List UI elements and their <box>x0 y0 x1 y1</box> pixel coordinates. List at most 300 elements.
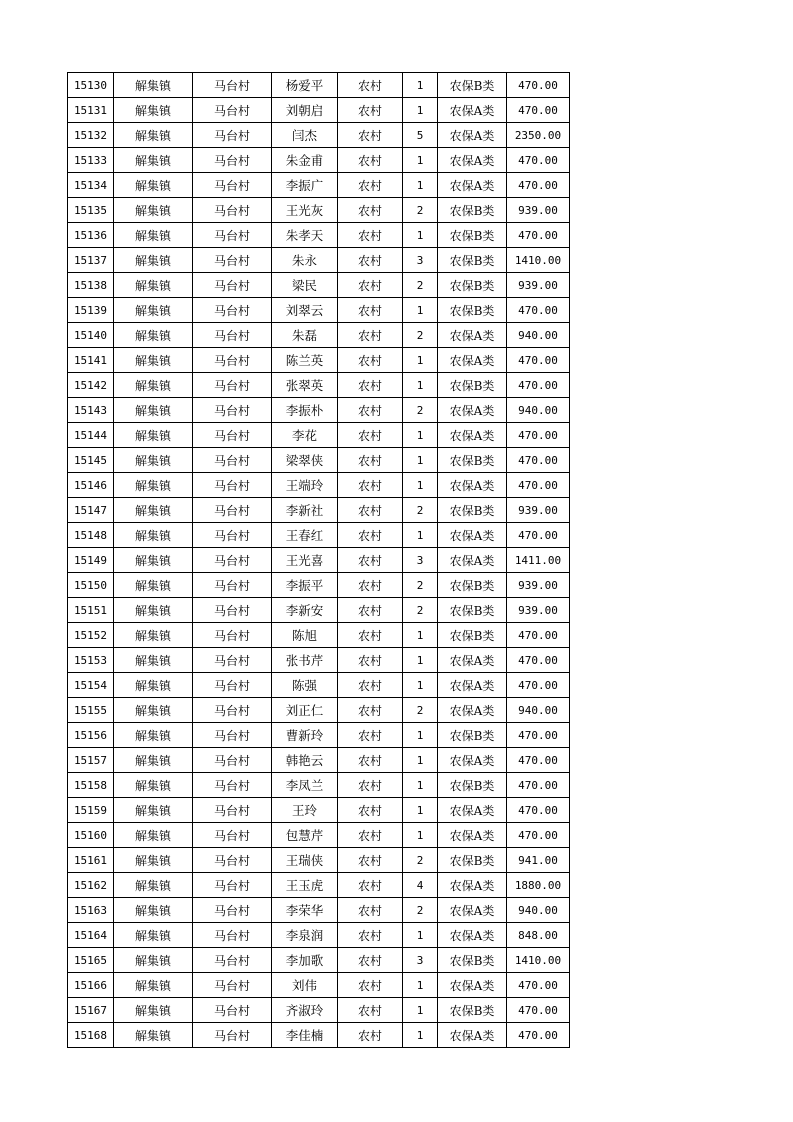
name-cell: 刘朝启 <box>272 98 338 123</box>
category-cell: 农保A类 <box>438 148 507 173</box>
type-cell: 农村 <box>338 423 403 448</box>
amount-cell: 940.00 <box>507 398 570 423</box>
town-cell: 解集镇 <box>114 873 193 898</box>
count-cell: 1 <box>403 723 438 748</box>
amount-cell: 939.00 <box>507 573 570 598</box>
row-id-cell: 15138 <box>68 273 114 298</box>
category-cell: 农保A类 <box>438 698 507 723</box>
village-cell: 马台村 <box>193 898 272 923</box>
count-cell: 1 <box>403 148 438 173</box>
village-cell: 马台村 <box>193 223 272 248</box>
table-row <box>68 723 570 748</box>
category-cell: 农保A类 <box>438 873 507 898</box>
amount-cell: 470.00 <box>507 1023 570 1048</box>
type-cell: 农村 <box>338 523 403 548</box>
category-cell: 农保A类 <box>438 123 507 148</box>
row-id-cell: 15157 <box>68 748 114 773</box>
table-row <box>68 973 570 998</box>
count-cell: 2 <box>403 573 438 598</box>
count-cell: 1 <box>403 773 438 798</box>
type-cell: 农村 <box>338 373 403 398</box>
village-cell: 马台村 <box>193 723 272 748</box>
category-cell: 农保B类 <box>438 998 507 1023</box>
count-cell: 1 <box>403 523 438 548</box>
amount-cell: 940.00 <box>507 898 570 923</box>
row-id-cell: 15135 <box>68 198 114 223</box>
village-cell: 马台村 <box>193 773 272 798</box>
count-cell: 1 <box>403 298 438 323</box>
town-cell: 解集镇 <box>114 648 193 673</box>
name-cell: 陈强 <box>272 673 338 698</box>
table-row <box>68 123 570 148</box>
table-row <box>68 448 570 473</box>
type-cell: 农村 <box>338 923 403 948</box>
count-cell: 1 <box>403 998 438 1023</box>
category-cell: 农保A类 <box>438 748 507 773</box>
village-cell: 马台村 <box>193 798 272 823</box>
town-cell: 解集镇 <box>114 698 193 723</box>
type-cell: 农村 <box>338 848 403 873</box>
table-row <box>68 173 570 198</box>
type-cell: 农村 <box>338 73 403 98</box>
category-cell: 农保B类 <box>438 198 507 223</box>
village-cell: 马台村 <box>193 648 272 673</box>
village-cell: 马台村 <box>193 273 272 298</box>
type-cell: 农村 <box>338 98 403 123</box>
type-cell: 农村 <box>338 1023 403 1048</box>
town-cell: 解集镇 <box>114 323 193 348</box>
count-cell: 1 <box>403 973 438 998</box>
amount-cell: 940.00 <box>507 323 570 348</box>
row-id-cell: 15146 <box>68 473 114 498</box>
town-cell: 解集镇 <box>114 1023 193 1048</box>
table-row <box>68 673 570 698</box>
village-cell: 马台村 <box>193 998 272 1023</box>
amount-cell: 1880.00 <box>507 873 570 898</box>
table-row <box>68 98 570 123</box>
town-cell: 解集镇 <box>114 598 193 623</box>
town-cell: 解集镇 <box>114 723 193 748</box>
table-row <box>68 873 570 898</box>
town-cell: 解集镇 <box>114 823 193 848</box>
table-row <box>68 248 570 273</box>
name-cell: 李新社 <box>272 498 338 523</box>
amount-cell: 939.00 <box>507 498 570 523</box>
name-cell: 李加歌 <box>272 948 338 973</box>
data-table <box>67 72 570 1048</box>
row-id-cell: 15162 <box>68 873 114 898</box>
category-cell: 农保B类 <box>438 498 507 523</box>
name-cell: 朱磊 <box>272 323 338 348</box>
name-cell: 李振朴 <box>272 398 338 423</box>
row-id-cell: 15150 <box>68 573 114 598</box>
village-cell: 马台村 <box>193 398 272 423</box>
amount-cell: 470.00 <box>507 823 570 848</box>
village-cell: 马台村 <box>193 148 272 173</box>
table-row <box>68 373 570 398</box>
town-cell: 解集镇 <box>114 98 193 123</box>
category-cell: 农保A类 <box>438 898 507 923</box>
name-cell: 李荣华 <box>272 898 338 923</box>
name-cell: 李泉润 <box>272 923 338 948</box>
table-row <box>68 848 570 873</box>
table-row <box>68 623 570 648</box>
village-cell: 马台村 <box>193 948 272 973</box>
count-cell: 1 <box>403 348 438 373</box>
row-id-cell: 15167 <box>68 998 114 1023</box>
amount-cell: 470.00 <box>507 373 570 398</box>
table-row <box>68 948 570 973</box>
village-cell: 马台村 <box>193 598 272 623</box>
row-id-cell: 15158 <box>68 773 114 798</box>
type-cell: 农村 <box>338 798 403 823</box>
type-cell: 农村 <box>338 398 403 423</box>
town-cell: 解集镇 <box>114 273 193 298</box>
type-cell: 农村 <box>338 548 403 573</box>
type-cell: 农村 <box>338 748 403 773</box>
type-cell: 农村 <box>338 648 403 673</box>
name-cell: 王光灰 <box>272 198 338 223</box>
amount-cell: 470.00 <box>507 773 570 798</box>
village-cell: 马台村 <box>193 198 272 223</box>
table-row <box>68 348 570 373</box>
name-cell: 包慧芹 <box>272 823 338 848</box>
amount-cell: 470.00 <box>507 223 570 248</box>
type-cell: 农村 <box>338 248 403 273</box>
row-id-cell: 15153 <box>68 648 114 673</box>
type-cell: 农村 <box>338 498 403 523</box>
amount-cell: 470.00 <box>507 523 570 548</box>
table-row <box>68 198 570 223</box>
row-id-cell: 15133 <box>68 148 114 173</box>
table-row <box>68 798 570 823</box>
name-cell: 王端玲 <box>272 473 338 498</box>
row-id-cell: 15145 <box>68 448 114 473</box>
category-cell: 农保B类 <box>438 273 507 298</box>
category-cell: 农保A类 <box>438 823 507 848</box>
amount-cell: 470.00 <box>507 473 570 498</box>
village-cell: 马台村 <box>193 698 272 723</box>
table-row <box>68 548 570 573</box>
town-cell: 解集镇 <box>114 398 193 423</box>
table-row <box>68 398 570 423</box>
category-cell: 农保B类 <box>438 848 507 873</box>
amount-cell: 470.00 <box>507 748 570 773</box>
village-cell: 马台村 <box>193 823 272 848</box>
count-cell: 2 <box>403 198 438 223</box>
amount-cell: 941.00 <box>507 848 570 873</box>
row-id-cell: 15160 <box>68 823 114 848</box>
name-cell: 李振平 <box>272 573 338 598</box>
name-cell: 陈旭 <box>272 623 338 648</box>
table-row <box>68 523 570 548</box>
table-row <box>68 423 570 448</box>
village-cell: 马台村 <box>193 673 272 698</box>
name-cell: 王瑞侠 <box>272 848 338 873</box>
category-cell: 农保A类 <box>438 548 507 573</box>
town-cell: 解集镇 <box>114 573 193 598</box>
town-cell: 解集镇 <box>114 348 193 373</box>
category-cell: 农保A类 <box>438 1023 507 1048</box>
village-cell: 马台村 <box>193 298 272 323</box>
town-cell: 解集镇 <box>114 548 193 573</box>
town-cell: 解集镇 <box>114 923 193 948</box>
row-id-cell: 15136 <box>68 223 114 248</box>
row-id-cell: 15156 <box>68 723 114 748</box>
table-row <box>68 773 570 798</box>
town-cell: 解集镇 <box>114 198 193 223</box>
type-cell: 农村 <box>338 998 403 1023</box>
name-cell: 韩艳云 <box>272 748 338 773</box>
town-cell: 解集镇 <box>114 948 193 973</box>
name-cell: 朱孝天 <box>272 223 338 248</box>
name-cell: 李凤兰 <box>272 773 338 798</box>
amount-cell: 470.00 <box>507 623 570 648</box>
category-cell: 农保A类 <box>438 98 507 123</box>
table-row <box>68 473 570 498</box>
table-row <box>68 498 570 523</box>
village-cell: 马台村 <box>193 73 272 98</box>
village-cell: 马台村 <box>193 173 272 198</box>
count-cell: 3 <box>403 948 438 973</box>
village-cell: 马台村 <box>193 973 272 998</box>
name-cell: 王春红 <box>272 523 338 548</box>
count-cell: 1 <box>403 748 438 773</box>
amount-cell: 848.00 <box>507 923 570 948</box>
town-cell: 解集镇 <box>114 298 193 323</box>
category-cell: 农保A类 <box>438 648 507 673</box>
row-id-cell: 15143 <box>68 398 114 423</box>
row-id-cell: 15165 <box>68 948 114 973</box>
row-id-cell: 15130 <box>68 73 114 98</box>
row-id-cell: 15141 <box>68 348 114 373</box>
row-id-cell: 15159 <box>68 798 114 823</box>
amount-cell: 470.00 <box>507 798 570 823</box>
amount-cell: 1410.00 <box>507 248 570 273</box>
amount-cell: 470.00 <box>507 423 570 448</box>
village-cell: 马台村 <box>193 498 272 523</box>
row-id-cell: 15132 <box>68 123 114 148</box>
town-cell: 解集镇 <box>114 148 193 173</box>
table-row <box>68 698 570 723</box>
village-cell: 马台村 <box>193 523 272 548</box>
table-row <box>68 998 570 1023</box>
village-cell: 马台村 <box>193 548 272 573</box>
amount-cell: 2350.00 <box>507 123 570 148</box>
category-cell: 农保A类 <box>438 323 507 348</box>
table-row <box>68 73 570 98</box>
count-cell: 2 <box>403 498 438 523</box>
name-cell: 梁翠侠 <box>272 448 338 473</box>
village-cell: 马台村 <box>193 98 272 123</box>
row-id-cell: 15137 <box>68 248 114 273</box>
category-cell: 农保A类 <box>438 523 507 548</box>
amount-cell: 470.00 <box>507 998 570 1023</box>
row-id-cell: 15147 <box>68 498 114 523</box>
town-cell: 解集镇 <box>114 623 193 648</box>
town-cell: 解集镇 <box>114 848 193 873</box>
category-cell: 农保A类 <box>438 673 507 698</box>
amount-cell: 470.00 <box>507 973 570 998</box>
village-cell: 马台村 <box>193 923 272 948</box>
type-cell: 农村 <box>338 623 403 648</box>
name-cell: 陈兰英 <box>272 348 338 373</box>
row-id-cell: 15148 <box>68 523 114 548</box>
amount-cell: 470.00 <box>507 173 570 198</box>
type-cell: 农村 <box>338 148 403 173</box>
count-cell: 1 <box>403 923 438 948</box>
name-cell: 梁民 <box>272 273 338 298</box>
name-cell: 朱金甫 <box>272 148 338 173</box>
amount-cell: 470.00 <box>507 73 570 98</box>
row-id-cell: 15168 <box>68 1023 114 1048</box>
row-id-cell: 15134 <box>68 173 114 198</box>
table-row <box>68 923 570 948</box>
row-id-cell: 15163 <box>68 898 114 923</box>
row-id-cell: 15154 <box>68 673 114 698</box>
village-cell: 马台村 <box>193 373 272 398</box>
type-cell: 农村 <box>338 173 403 198</box>
table-row <box>68 1023 570 1048</box>
type-cell: 农村 <box>338 323 403 348</box>
town-cell: 解集镇 <box>114 123 193 148</box>
amount-cell: 470.00 <box>507 723 570 748</box>
count-cell: 1 <box>403 798 438 823</box>
amount-cell: 470.00 <box>507 98 570 123</box>
category-cell: 农保B类 <box>438 373 507 398</box>
name-cell: 张翠英 <box>272 373 338 398</box>
name-cell: 刘正仁 <box>272 698 338 723</box>
name-cell: 李振广 <box>272 173 338 198</box>
amount-cell: 470.00 <box>507 448 570 473</box>
amount-cell: 470.00 <box>507 148 570 173</box>
category-cell: 农保A类 <box>438 423 507 448</box>
category-cell: 农保B类 <box>438 573 507 598</box>
category-cell: 农保B类 <box>438 598 507 623</box>
town-cell: 解集镇 <box>114 798 193 823</box>
village-cell: 马台村 <box>193 573 272 598</box>
village-cell: 马台村 <box>193 473 272 498</box>
village-cell: 马台村 <box>193 623 272 648</box>
village-cell: 马台村 <box>193 323 272 348</box>
count-cell: 1 <box>403 373 438 398</box>
row-id-cell: 15149 <box>68 548 114 573</box>
count-cell: 2 <box>403 848 438 873</box>
amount-cell: 470.00 <box>507 648 570 673</box>
town-cell: 解集镇 <box>114 73 193 98</box>
type-cell: 农村 <box>338 448 403 473</box>
table-row <box>68 648 570 673</box>
name-cell: 杨爱平 <box>272 73 338 98</box>
count-cell: 1 <box>403 823 438 848</box>
category-cell: 农保B类 <box>438 298 507 323</box>
table-row <box>68 823 570 848</box>
row-id-cell: 15140 <box>68 323 114 348</box>
name-cell: 曹新玲 <box>272 723 338 748</box>
town-cell: 解集镇 <box>114 448 193 473</box>
count-cell: 1 <box>403 173 438 198</box>
name-cell: 王玉虎 <box>272 873 338 898</box>
town-cell: 解集镇 <box>114 248 193 273</box>
type-cell: 农村 <box>338 123 403 148</box>
category-cell: 农保B类 <box>438 623 507 648</box>
count-cell: 3 <box>403 548 438 573</box>
town-cell: 解集镇 <box>114 423 193 448</box>
category-cell: 农保B类 <box>438 73 507 98</box>
row-id-cell: 15164 <box>68 923 114 948</box>
table-row <box>68 598 570 623</box>
category-cell: 农保A类 <box>438 798 507 823</box>
amount-cell: 940.00 <box>507 698 570 723</box>
row-id-cell: 15139 <box>68 298 114 323</box>
category-cell: 农保A类 <box>438 973 507 998</box>
count-cell: 2 <box>403 273 438 298</box>
town-cell: 解集镇 <box>114 748 193 773</box>
amount-cell: 939.00 <box>507 273 570 298</box>
row-id-cell: 15152 <box>68 623 114 648</box>
count-cell: 1 <box>403 73 438 98</box>
town-cell: 解集镇 <box>114 473 193 498</box>
count-cell: 1 <box>403 648 438 673</box>
count-cell: 3 <box>403 248 438 273</box>
name-cell: 李佳楠 <box>272 1023 338 1048</box>
table-row <box>68 323 570 348</box>
type-cell: 农村 <box>338 773 403 798</box>
category-cell: 农保A类 <box>438 398 507 423</box>
category-cell: 农保A类 <box>438 473 507 498</box>
village-cell: 马台村 <box>193 1023 272 1048</box>
amount-cell: 1411.00 <box>507 548 570 573</box>
type-cell: 农村 <box>338 723 403 748</box>
name-cell: 齐淑玲 <box>272 998 338 1023</box>
type-cell: 农村 <box>338 698 403 723</box>
count-cell: 2 <box>403 898 438 923</box>
category-cell: 农保B类 <box>438 723 507 748</box>
amount-cell: 939.00 <box>507 598 570 623</box>
town-cell: 解集镇 <box>114 773 193 798</box>
town-cell: 解集镇 <box>114 223 193 248</box>
town-cell: 解集镇 <box>114 898 193 923</box>
table-row <box>68 223 570 248</box>
name-cell: 刘翠云 <box>272 298 338 323</box>
count-cell: 1 <box>403 98 438 123</box>
type-cell: 农村 <box>338 973 403 998</box>
type-cell: 农村 <box>338 898 403 923</box>
table-row <box>68 898 570 923</box>
row-id-cell: 15161 <box>68 848 114 873</box>
count-cell: 1 <box>403 623 438 648</box>
type-cell: 农村 <box>338 673 403 698</box>
name-cell: 朱永 <box>272 248 338 273</box>
category-cell: 农保A类 <box>438 173 507 198</box>
village-cell: 马台村 <box>193 848 272 873</box>
village-cell: 马台村 <box>193 748 272 773</box>
type-cell: 农村 <box>338 273 403 298</box>
amount-cell: 470.00 <box>507 298 570 323</box>
name-cell: 张书芹 <box>272 648 338 673</box>
count-cell: 2 <box>403 698 438 723</box>
town-cell: 解集镇 <box>114 673 193 698</box>
row-id-cell: 15151 <box>68 598 114 623</box>
count-cell: 1 <box>403 1023 438 1048</box>
table-body <box>68 73 570 1048</box>
row-id-cell: 15166 <box>68 973 114 998</box>
category-cell: 农保B类 <box>438 773 507 798</box>
count-cell: 4 <box>403 873 438 898</box>
type-cell: 农村 <box>338 223 403 248</box>
count-cell: 2 <box>403 598 438 623</box>
type-cell: 农村 <box>338 348 403 373</box>
